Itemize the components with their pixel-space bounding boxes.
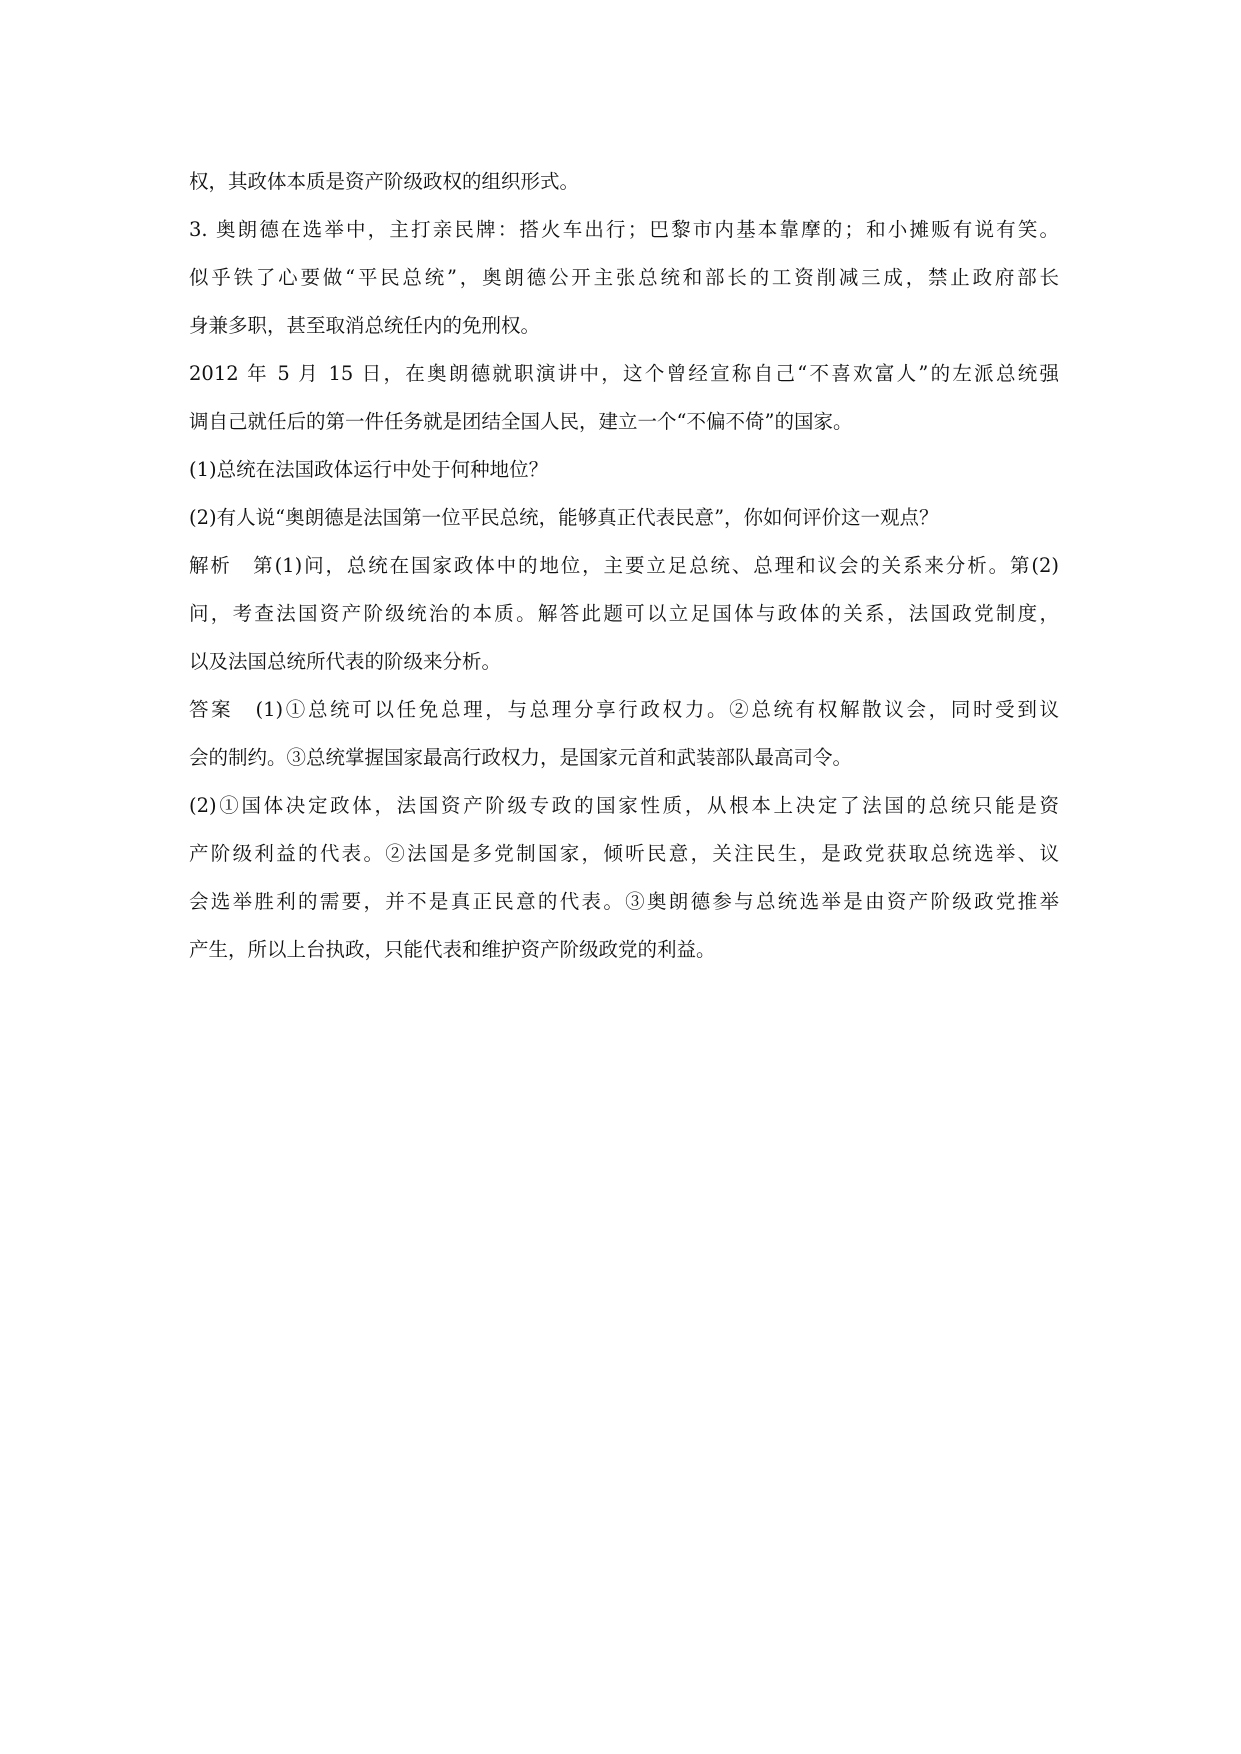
- text-line-6: 调自己就任后的第一件任务就是团结全国人民，建立一个“不偏不倚”的国家。: [189, 410, 853, 433]
- analysis-line-2: 问，考查法国资产阶级统治的本质。解答此题可以立足国体与政体的关系，法国政党制度，: [189, 602, 1059, 625]
- answer-line-2: 会的制约。③总统掌握国家最高行政权力，是国家元首和武装部队最高司令。: [189, 746, 853, 769]
- document-body: [189, 158, 1059, 974]
- analysis-line-1: 解析 第(1)问，总统在国家政体中的地位，主要立足总统、总理和议会的关系来分析。第(2): [189, 554, 1059, 577]
- text-line-4: 身兼多职，甚至取消总统任内的免刑权。: [189, 314, 541, 337]
- answer-line-3: (2)①国体决定政体，法国资产阶级专政的国家性质，从根本上决定了法国的总统只能是资: [189, 794, 1059, 817]
- answer-line-6: 产生，所以上台执政，只能代表和维护资产阶级政党的利益。: [189, 938, 716, 961]
- answer-line-1: 答案 (1)①总统可以任免总理，与总理分享行政权力。②总统有权解散议会，同时受到议: [189, 698, 1059, 721]
- text-line-3: 似乎铁了心要做“平民总统”，奥朗德公开主张总统和部长的工资削减三成，禁止政府部长: [189, 266, 1059, 289]
- question-1: (1)总统在法国政体运行中处于何种地位？: [189, 458, 549, 481]
- text-line-5: 2012 年 5 月 15 日，在奥朗德就职演讲中，这个曾经宣称自己“不喜欢富人”的左派总统强: [189, 362, 1059, 385]
- question-2: (2)有人说“奥朗德是法国第一位平民总统，能够真正代表民意”，你如何评价这一观点？: [189, 506, 939, 529]
- text-line-2: 3. 奥朗德在选举中，主打亲民牌：搭火车出行；巴黎市内基本靠摩的；和小摊贩有说有笑。: [189, 218, 1059, 241]
- analysis-line-3: 以及法国总统所代表的阶级来分析。: [189, 650, 502, 673]
- text-line-1: 权，其政体本质是资产阶级政权的组织形式。: [189, 170, 580, 193]
- answer-line-4: 产阶级利益的代表。②法国是多党制国家，倾听民意，关注民生，是政党获取总统选举、议: [189, 842, 1059, 865]
- answer-line-5: 会选举胜利的需要，并不是真正民意的代表。③奥朗德参与总统选举是由资产阶级政党推举: [189, 890, 1059, 913]
